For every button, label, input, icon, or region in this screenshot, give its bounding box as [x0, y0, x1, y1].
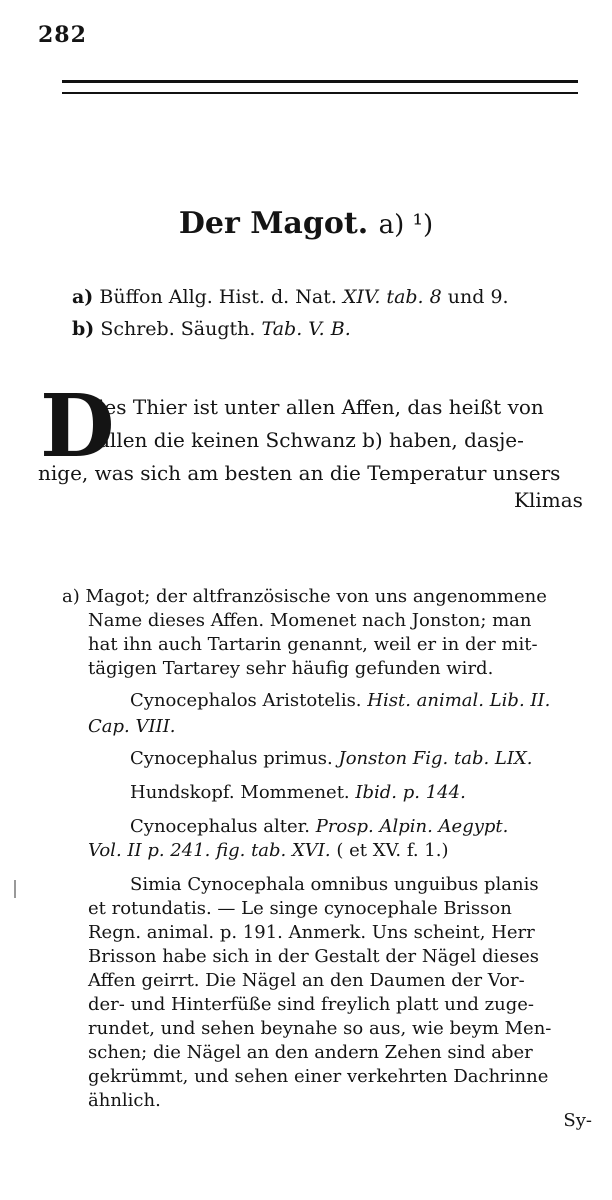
citation-source: Vol. II p. 241. fig. tab. XVI.	[88, 840, 331, 861]
chapter-title-text: Der Magot.	[178, 206, 369, 241]
reference-italic: Tab. V. B.	[261, 318, 351, 340]
citation-source: Jonston Fig. tab. LIX.	[338, 748, 533, 769]
citation-author: Mommenet.	[240, 782, 350, 803]
note-line: ähnlich.	[88, 1090, 161, 1111]
citation-name: Cynocephalos Aristotelis.	[130, 690, 362, 711]
reference-text: Schreb. Säugth.	[100, 318, 256, 340]
reference-tail: und 9.	[447, 286, 509, 308]
citation-source: Hist. animal. Lib. II.	[367, 690, 551, 711]
body-line: Klimas	[514, 488, 583, 512]
citation-4-cont	[88, 840, 449, 861]
note-line: Name dieses Affen. Momenet nach Jonston; man	[88, 610, 532, 631]
citation-source: Ibid. p. 144.	[355, 782, 466, 803]
note-line: Simia Cynocephala omnibus unguibus planis	[130, 874, 539, 895]
note-line: gekrümmt, und sehen einer verkehrten Dachrinne	[88, 1066, 549, 1087]
chapter-title	[0, 206, 612, 241]
note-line: rundet, und sehen beynahe so aus, wie beym Men-	[88, 1018, 552, 1039]
citation-name: Cynocephalus alter.	[130, 816, 310, 837]
bleed-mark	[14, 880, 16, 898]
body-line: ies Thier ist unter allen Affen, das heißt von	[98, 395, 544, 419]
note-line: der- und Hinterfüße sind freylich platt und zuge-	[88, 994, 534, 1015]
citation-source: Cap. VIII.	[88, 716, 176, 737]
note-line: hat ihn auch Tartarin genannt, weil er in der mit-	[88, 634, 538, 655]
reference-b	[72, 318, 351, 340]
citation-name: Cynocephalus primus.	[130, 748, 333, 769]
note-line: a) Magot; der altfranzösische von uns angenommene	[62, 586, 547, 607]
note-line: tägigen Tartarey sehr häufig gefunden wird.	[88, 658, 494, 679]
citation-source: Prosp. Alpin. Aegypt.	[315, 816, 509, 837]
chapter-title-footnotes: a) ¹)	[378, 210, 434, 240]
citation-4	[130, 816, 508, 837]
citation-extra: ( et XV. f. 1.)	[336, 840, 449, 861]
body-line: allen die keinen Schwanz b) haben, dasje-	[98, 428, 524, 452]
drop-cap: D	[40, 376, 115, 477]
reference-a	[72, 286, 509, 308]
note-line: Regn. animal. p. 191. Anmerk. Uns scheint, Herr	[88, 922, 535, 943]
page-number: 282	[38, 22, 87, 48]
citation-3	[130, 782, 466, 803]
reference-italic: XIV. tab. 8	[342, 286, 442, 308]
citation-1	[130, 690, 550, 711]
note-line: schen; die Nägel an den andern Zehen sind aber	[88, 1042, 533, 1063]
citation-2	[130, 748, 533, 769]
header-rule-thin	[62, 92, 578, 94]
reference-text: Büffon Allg. Hist. d. Nat.	[99, 286, 337, 308]
note-line: Affen geirrt. Die Nägel an den Daumen der Vor-	[88, 970, 525, 991]
reference-label: b)	[72, 318, 95, 340]
catchword: Sy-	[563, 1110, 592, 1131]
reference-label: a)	[72, 286, 94, 308]
note-line: et rotundatis. — Le singe cynocephale Brisson	[88, 898, 512, 919]
body-line: nige, was sich am besten an die Temperatur unsers	[38, 461, 561, 485]
citation-1-cont	[88, 716, 176, 737]
citation-name: Hundskopf.	[130, 782, 235, 803]
note-line: Brisson habe sich in der Gestalt der Nägel dieses	[88, 946, 540, 967]
header-rule-thick	[62, 80, 578, 83]
